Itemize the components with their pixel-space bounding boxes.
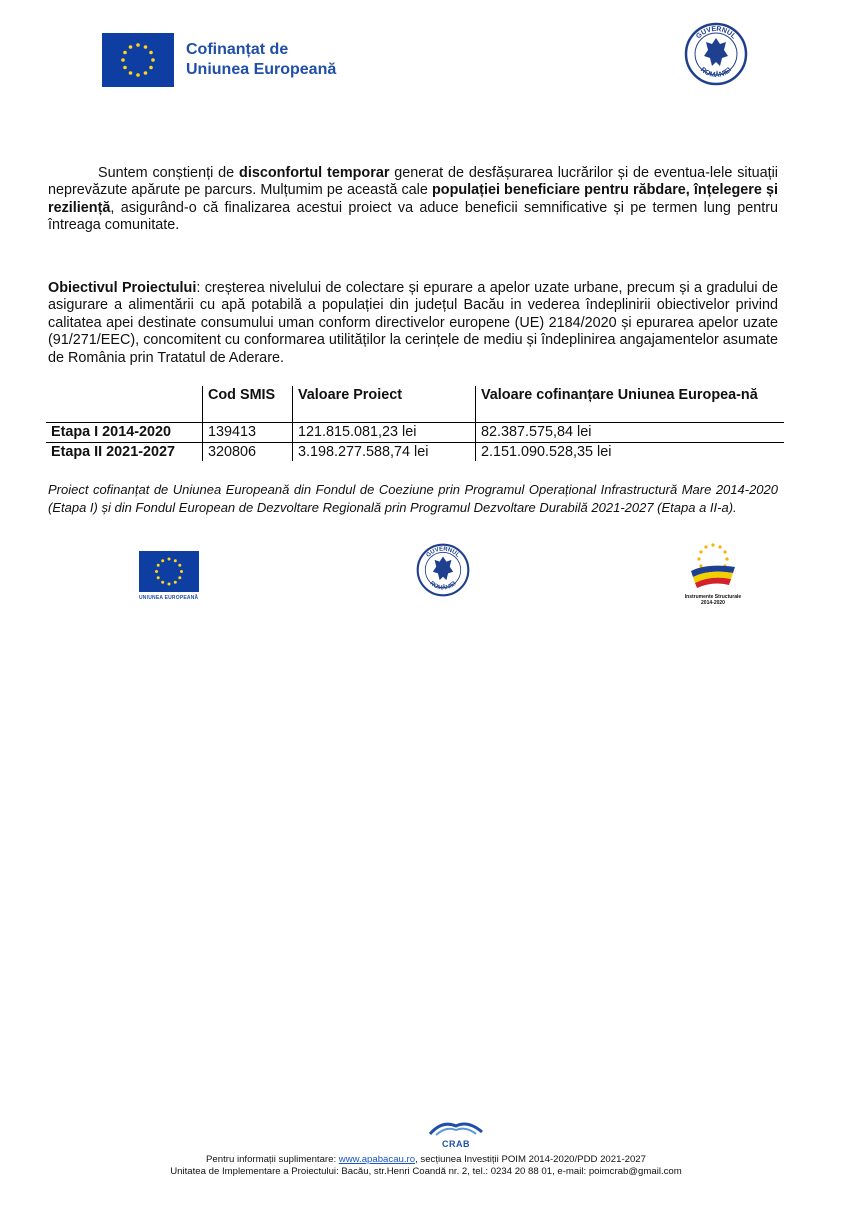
crab-logo [428,1118,484,1149]
svg-text:GUVERNUL: GUVERNUL [695,25,737,41]
table-header-cell: Valoare cofinanțare Uniunea Europea-nă [476,386,785,423]
eu-cofinancing-logo [102,33,336,87]
table-row [46,442,784,461]
table-cell: 2.151.090.528,35 lei [476,442,785,461]
structural-instruments-logo [682,541,744,606]
table-cell: 3.198.277.588,74 lei [293,442,476,461]
structural-instruments-icon [687,541,739,589]
eu-title-line2: Uniunea Europeană [186,61,337,78]
table-cell: 139413 [203,423,293,443]
is-caption-line2: 2014-2020 [701,600,725,606]
table-header-row [46,386,784,423]
romanian-government-seal-icon [684,22,748,86]
table-cell: 121.815.081,23 lei [293,423,476,443]
romanian-government-seal-small-icon [416,543,470,597]
project-objective-paragraph: Obiectivul Proiectului: creșterea nivelului de colectare și epurare a apelor uzate urbane, precum și a gradului de asigurare a alimentării cu apă potabilă a populației din județul Bacău in vederea îndeplinirii obiectivelor privind calitatea apei destinate consumului uman conform directivelor europene (UE) 2184/2020 și epurarea apelor uzate (91/271/EEC), concomitent cu conformarea utilităților la cerințele de mediu și îndeplinirea angajamentelor asumate de România prin Tratatul de Aderare. [48,280,778,366]
eu-logo-caption: UNIUNEA EUROPEANĂ [139,595,199,601]
table-cell: Etapa II 2021-2027 [51,443,175,460]
project-values-table [46,386,784,461]
eu-flag-icon [102,33,174,87]
crab-wave-icon [428,1118,484,1136]
table-header-cell: Valoare Proiect [293,386,476,423]
table-row [46,423,784,443]
table-header-cell: Cod SMIS [203,386,293,423]
thanks-paragraph: Suntem conștienți de disconfortul temporar generat de desfășurarea lucrărilor și de eventua-lele situații neprevăzute apărute pe parcurs. Mulțumim pe această cale populației beneficiare pentru răbdare, înțelegere și reziliență, asigurând-o că finalizarea acestui proiect va aduce beneficii semnificative și pe termen lung pentru întreaga comunitate. [48,165,778,234]
svg-text:GUVERNUL: GUVERNUL [425,546,461,559]
cofinancing-note: Proiect cofinanțat de Uniunea Europeană din Fondul de Coeziune prin Programul Operațional Infrastructură Mare 2014-2020 (Etapa I) și din Fondul European de Dezvoltare Regională prin Programul Dezvoltare Durabilă 2021-2027 (Etapa a II-a). [48,482,778,515]
footer-info-line: Pentru informații suplimentare: www.apabacau.ro, secțiunea Investiții POIM 2014-2020/PDD 2021-2027 [206,1154,646,1165]
is-caption-line1: Instrumente Structurale [684,594,742,600]
eu-logo-small [139,551,199,601]
objective-label: Obiectivul Proiectului [48,280,197,296]
table-cell: Etapa I 2014-2020 [46,423,203,443]
svg-text:ROMÂNIEI: ROMÂNIEI [428,580,458,592]
eu-flag-icon [139,551,199,592]
table-cell: 82.387.575,84 lei [476,423,785,443]
table-header-cell [46,386,203,423]
eu-title-line1: Cofinanțat de [186,41,289,58]
table-cell: 320806 [203,442,293,461]
svg-text:ROMÂNIEI: ROMÂNIEI [698,66,734,80]
footer-address-line: Unitatea de Implementare a Proiectului: Bacău, str.Henri Coandă nr. 2, tel.: 0234 20 88 01, e-mail: poimcrab@gmail.com [170,1166,682,1177]
crab-logo-text: CRAB [442,1139,470,1149]
website-link[interactable]: www.apabacau.ro [338,1154,416,1165]
eu-cofinancing-title [186,40,336,80]
